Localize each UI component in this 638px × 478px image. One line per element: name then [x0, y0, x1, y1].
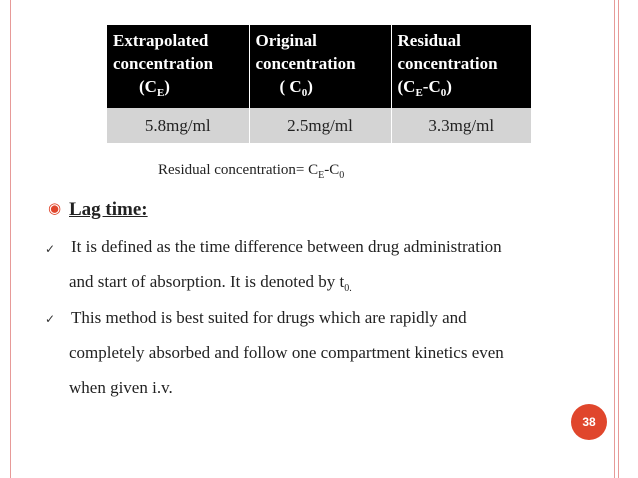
residual-formula: Residual concentration= $C_E-C_0$: [158, 162, 345, 181]
concentration-table: [107, 25, 531, 143]
cell-residual-value: 3.3mg/ml: [391, 108, 531, 143]
cell-extrapolated-value: 5.8mg/ml: [107, 108, 249, 143]
checkmark-icon: ✓: [45, 242, 56, 256]
method-suitability: This method is best suited for drugs which are rapidly and completely absorbed and follow one compartment kinetics even when given i.v.: [69, 308, 504, 397]
right-decorative-line-outer: [618, 0, 619, 478]
right-decorative-line: [614, 0, 615, 478]
lag-time-heading: Lag time:: [69, 199, 148, 220]
header-extrapolated: Extrapolated concentration $(C_E)$: [107, 25, 249, 108]
header-original: Original concentration ( $C_0$): [249, 25, 391, 108]
table-row: [107, 108, 531, 143]
checkmark-icon: ✓: [45, 312, 56, 326]
cell-original-value: 2.5mg/ml: [249, 108, 391, 143]
lag-time-definition: It is defined as the time difference between drug administration and start of absorption. It is denoted by $t_{0.}$: [69, 237, 502, 294]
left-decorative-line: [10, 0, 11, 478]
circle-bullet-icon: ◉: [48, 199, 62, 217]
page-number-badge: 38: [571, 404, 607, 440]
header-residual: Residual concentration $(C_E-C_0)$: [391, 25, 531, 108]
table-header-row: [107, 25, 531, 108]
